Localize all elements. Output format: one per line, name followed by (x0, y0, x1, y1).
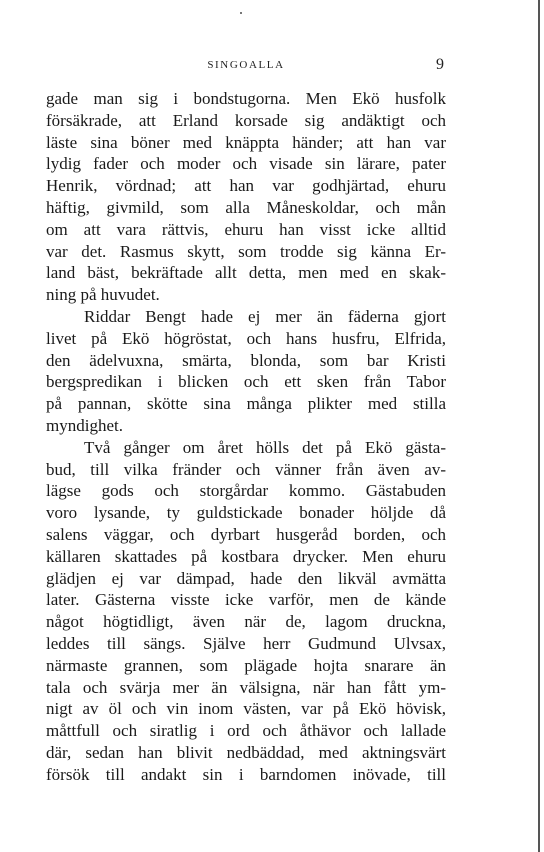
paragraph-1 (46, 88, 446, 306)
text-line: var det. Rasmus skytt, som trodde sig känna Er- (46, 241, 446, 261)
text-line: nigt av öl och vin inom västen, var på Ekö hövisk, (46, 699, 446, 719)
text-line: bud, till vilka fränder och vänner från även av- (46, 459, 446, 479)
page-number: 9 (436, 56, 444, 73)
text-line: på pannan, skötte sina många plikter med stilla (46, 394, 446, 414)
running-title: SINGOALLA (207, 59, 285, 71)
text-line: land bäst, bekräftade allt detta, men med en skak- (46, 263, 446, 283)
text-line: bergspredikan i blicken och ett sken från Tabor (46, 372, 446, 392)
text-line: salens väggar, och dyrbart husgeråd borden, och (46, 524, 446, 544)
text-line: häftig, givmild, som alla Måneskoldar, och mån (46, 197, 446, 217)
page-edge-line (538, 0, 540, 852)
paragraph-2 (46, 306, 446, 437)
text-line: försäkrade, att Erland korsade sig andäktigt och (46, 110, 446, 130)
text-line: tala och svärja mer än välsigna, när han fått ym- (46, 677, 446, 697)
text-line: Två gånger om året hölls det på Ekö gästa- (84, 437, 446, 457)
text-line: något högtidligt, även när de, lagom druckna, (46, 612, 446, 632)
text-line: later. Gästerna visste icke varför, men de kände (46, 590, 446, 610)
text-line: lägse gods och storgårdar kommo. Gästabuden (46, 481, 446, 501)
text-line: myndighet. (46, 415, 123, 435)
paragraph-3 (46, 437, 446, 786)
running-head (46, 56, 446, 74)
text-line: källaren skattades på kostbara drycker. Men ehuru (46, 546, 446, 566)
text-line: läste sina böner med knäppta händer; att han var (46, 132, 446, 152)
text-line: voro lysande, ty guldstickade bonader höljde då (46, 503, 446, 523)
text-line: om att vara rättvis, ehuru han visst icke alltid (46, 219, 446, 239)
text-line: försök till andakt sin i barndomen inövade, till (46, 764, 446, 784)
text-line: gade man sig i bondstugorna. Men Ekö husfolk (46, 89, 446, 108)
text-line: livet på Ekö högröstat, och hans husfru, Elfrida, (46, 328, 446, 348)
text-line: där, sedan han blivit nedbäddad, med aktningsvärt (46, 742, 446, 762)
scan-speck (240, 12, 242, 14)
text-line: Henrik, vördnad; att han var godhjärtad, ehuru (46, 176, 446, 196)
text-line: lydig fader och moder och visade sin lärare, pater (46, 154, 446, 174)
text-line: den ädelvuxna, smärta, blonda, som bar Kristi (46, 350, 446, 370)
text-line: närmaste grannen, som plägade hojta snarare än (46, 655, 446, 675)
text-line: glädjen ej var dämpad, hade den likväl avmätta (46, 568, 446, 588)
text-body (46, 88, 446, 786)
text-line: ning på huvudet. (46, 285, 160, 305)
text-line: måttfull och siratlig i ord och åthävor och lallade (46, 721, 446, 741)
text-line: Riddar Bengt hade ej mer än fäderna gjort (84, 306, 446, 326)
text-line: leddes till sängs. Själve herr Gudmund Ulvsax, (46, 633, 446, 653)
